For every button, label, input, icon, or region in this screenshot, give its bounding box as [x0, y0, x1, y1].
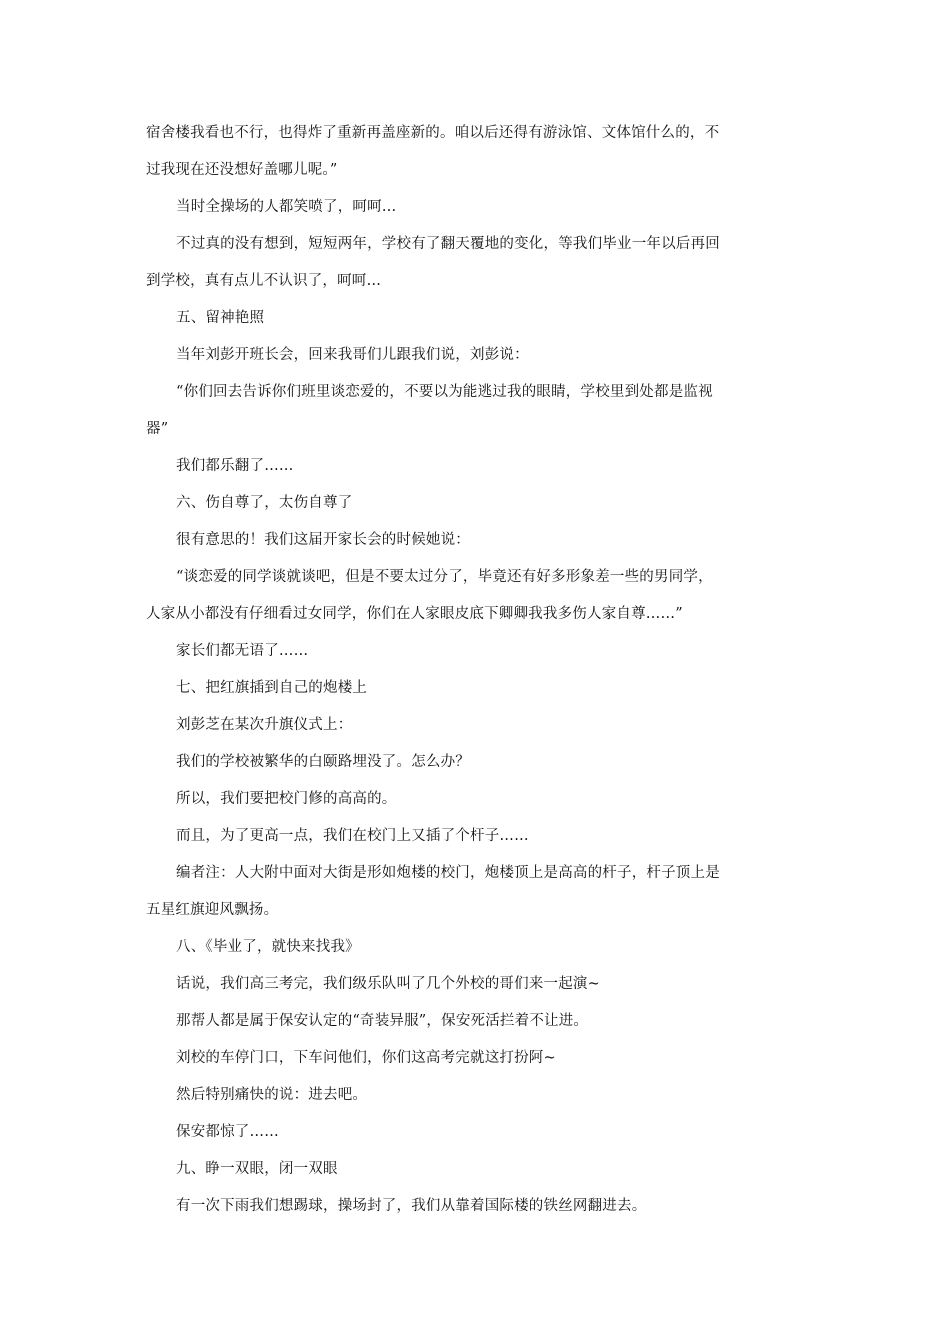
- text-line: 有一次下雨我们想踢球，操场封了，我们从靠着国际楼的铁丝网翻进去。: [176, 1198, 647, 1214]
- text-line: 然后特别痛快的说：进去吧。: [176, 1087, 368, 1103]
- text-line: 五星红旗迎风飘扬。: [146, 902, 279, 918]
- text-line: “你们回去告诉你们班里谈恋爱的，不要以为能逃过我的眼睛，学校里到处都是监视: [176, 384, 713, 400]
- text-line: 刘彭芝在某次升旗仪式上：: [176, 717, 353, 733]
- text-line: 所以，我们要把校门修的高高的。: [176, 791, 397, 807]
- text-line: 六、伤自尊了，太伤自尊了: [176, 495, 353, 511]
- text-line: 家长们都无语了……: [176, 643, 309, 659]
- text-line: 而且，为了更高一点，我们在校门上又插了个杆子……: [176, 828, 529, 844]
- text-line: 我们的学校被繁华的白颐路埋没了。怎么办？: [176, 754, 470, 770]
- text-line: 当年刘彭开班长会，回来我哥们儿跟我们说，刘彭说：: [176, 347, 529, 363]
- text-line: 到学校，真有点儿不认识了，呵呵…: [146, 273, 382, 289]
- text-line: 不过真的没有想到，短短两年，学校有了翻天覆地的变化，等我们毕业一年以后再回: [176, 236, 720, 252]
- text-line: 五、留神艳照: [176, 310, 265, 326]
- text-line: 刘校的车停门口，下车问他们，你们这高考完就这打扮阿~: [176, 1050, 556, 1066]
- text-line: 保安都惊了……: [176, 1124, 279, 1140]
- text-line: 八、《毕业了，就快来找我》: [176, 939, 360, 955]
- text-line: 人家从小都没有仔细看过女同学，你们在人家眼皮底下卿卿我我多伤人家自尊……”: [146, 606, 683, 622]
- text-line: 过我现在还没想好盖哪儿呢。”: [146, 162, 338, 178]
- text-line: 很有意思的！我们这届开家长会的时候她说：: [176, 532, 470, 548]
- text-line: 器”: [146, 421, 169, 437]
- text-line: 编者注：人大附中面对大街是形如炮楼的校门，炮楼顶上是高高的杆子，杆子顶上是: [176, 865, 720, 881]
- text-line: 当时全操场的人都笑喷了，呵呵…: [176, 199, 397, 215]
- text-line: 宿舍楼我看也不行，也得炸了重新再盖座新的。咱以后还得有游泳馆、文体馆什么的，不: [146, 125, 720, 141]
- text-line: 那帮人都是属于保安认定的“奇装异服”，保安死活拦着不让进。: [176, 1013, 589, 1029]
- text-line: 九、睁一双眼，闭一双眼: [176, 1161, 338, 1177]
- document-body: [146, 126, 810, 1236]
- text-line: “谈恋爱的同学谈就谈吧，但是不要太过分了，毕竟还有好多形象差一些的男同学，: [176, 569, 713, 585]
- text-line: 七、把红旗插到自己的炮楼上: [176, 680, 368, 696]
- text-line: 我们都乐翻了……: [176, 458, 294, 474]
- text-line: 话说，我们高三考完，我们级乐队叫了几个外校的哥们来一起演~: [176, 976, 600, 992]
